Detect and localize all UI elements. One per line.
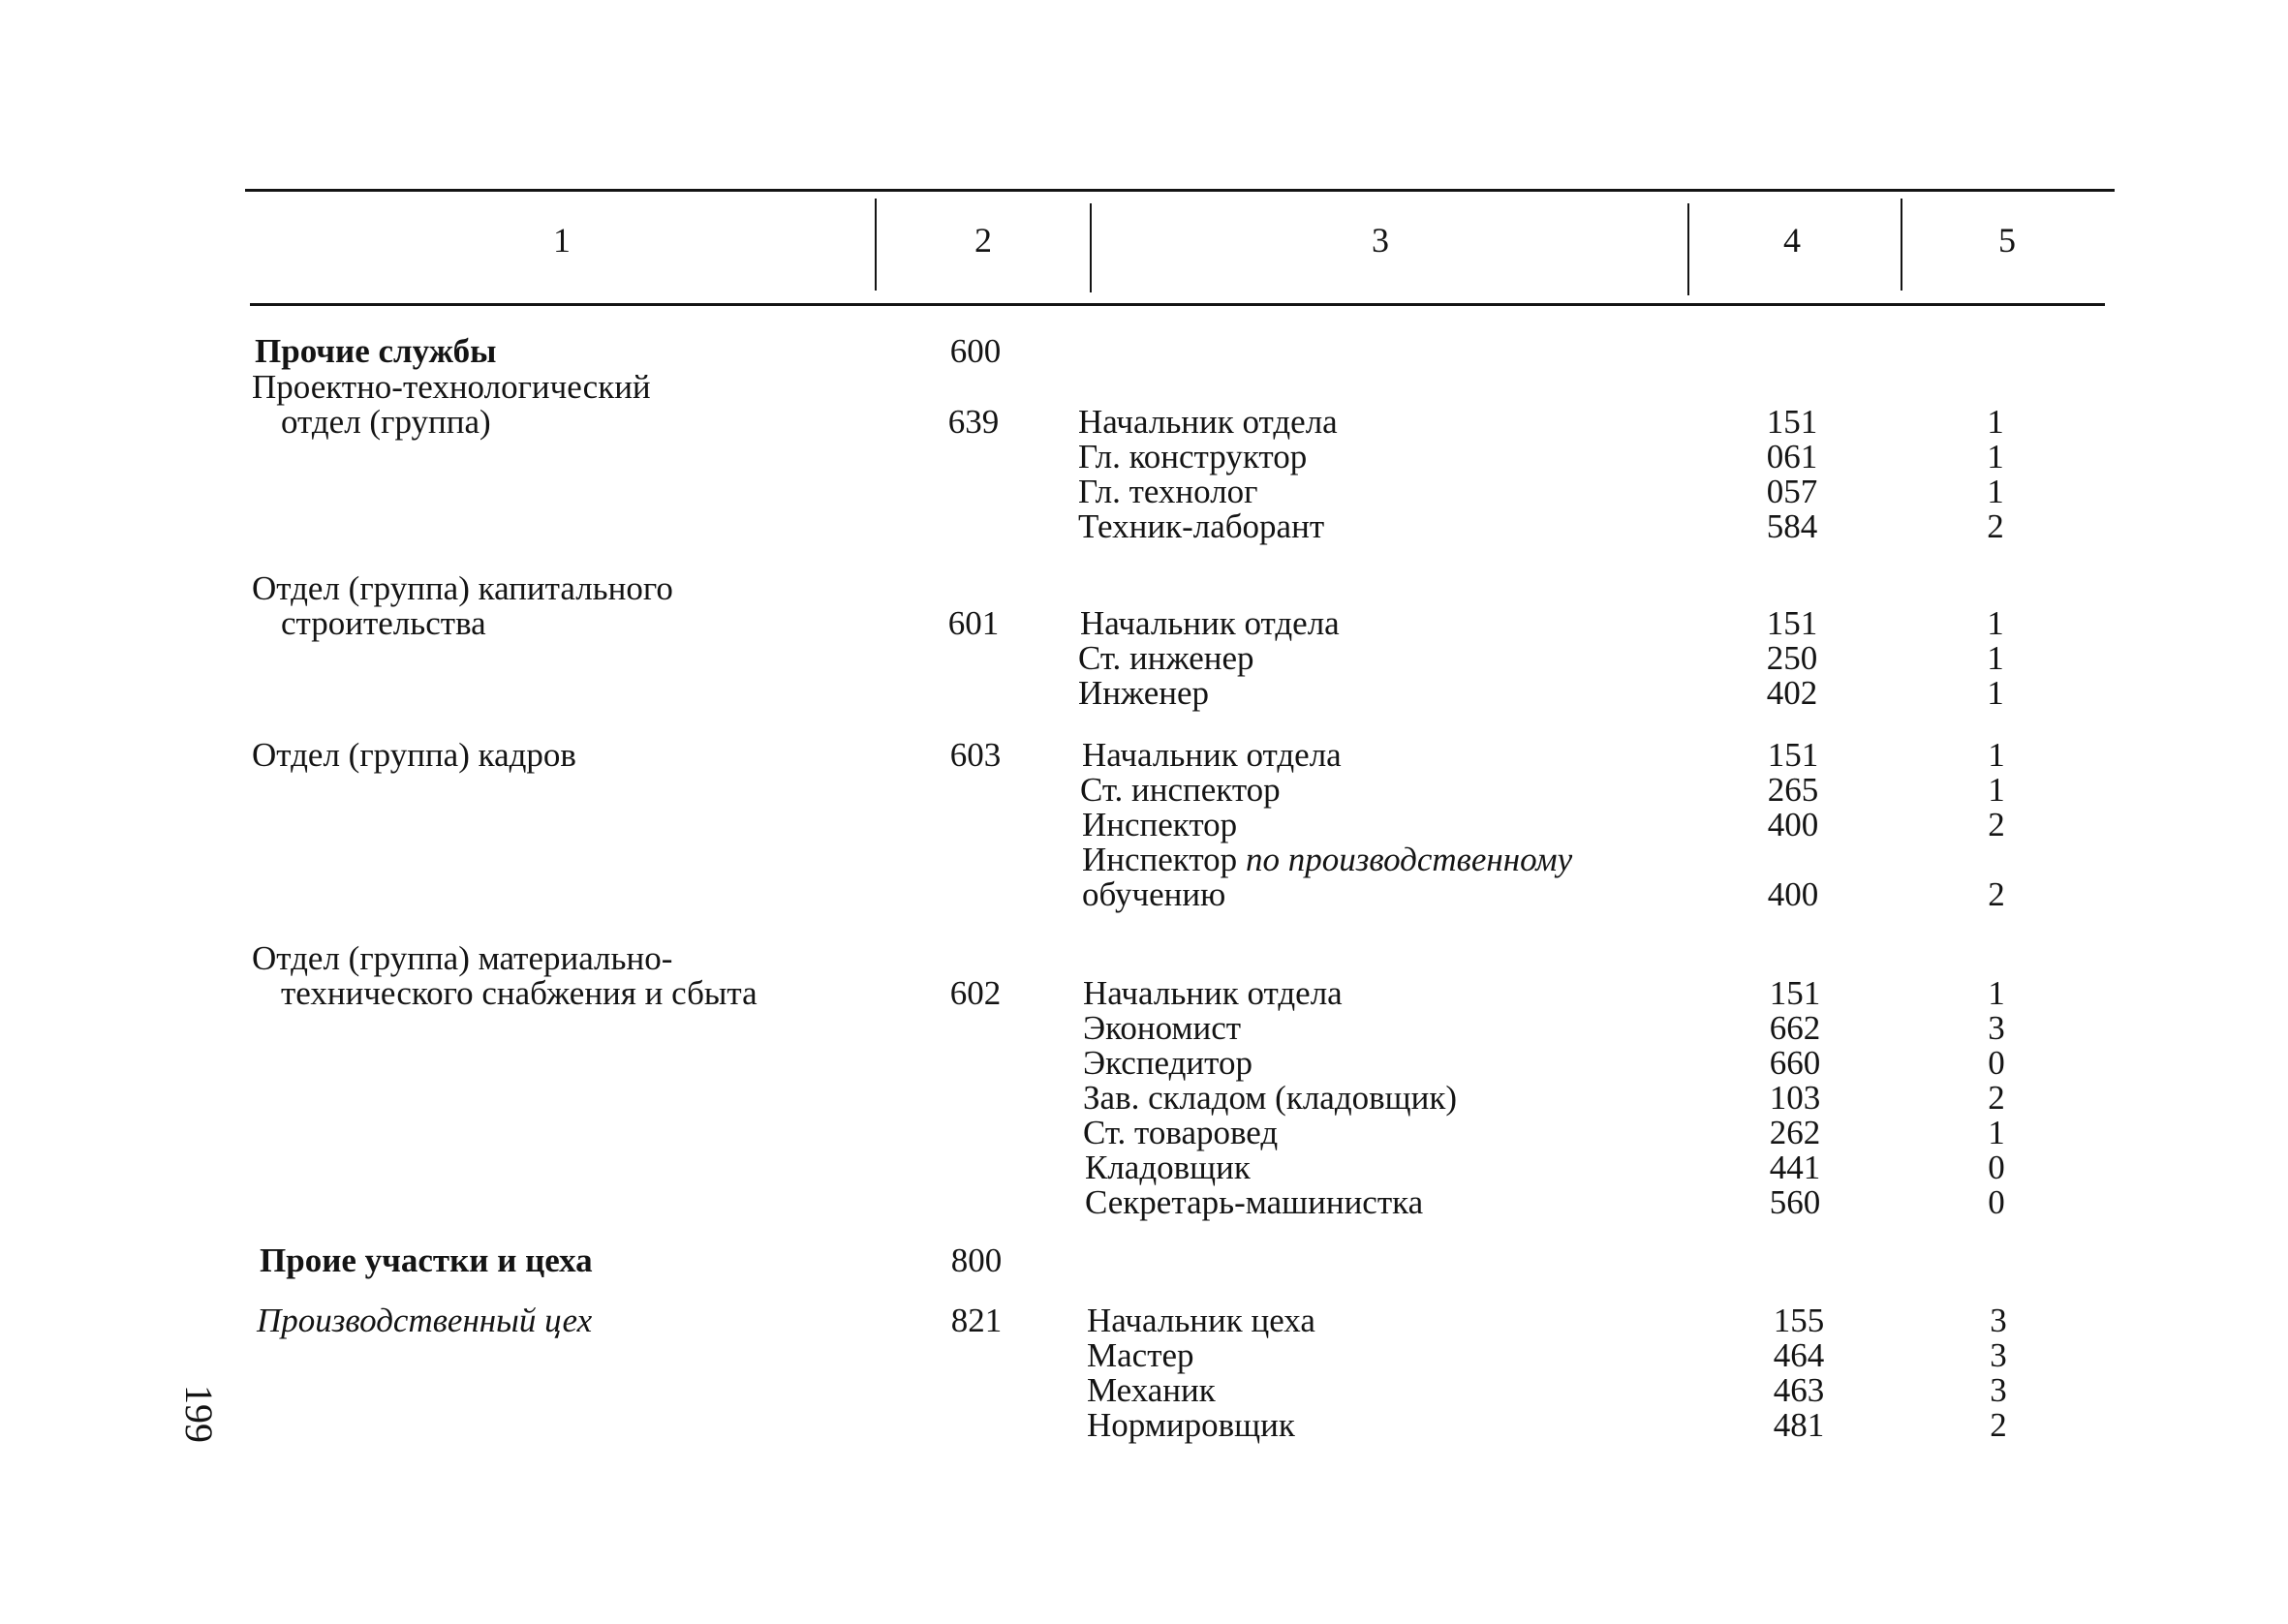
position-name: Начальник отдела [1080,604,1340,642]
position-name: Ст. товаровед [1083,1114,1279,1151]
position-qty: 2 [1987,507,2004,545]
position-qty: 1 [1988,736,2005,774]
position-qty: 1 [1987,604,2004,642]
position-qty: 1 [1987,639,2004,677]
position-qty: 0 [1988,1183,2005,1221]
position-code: 400 [1767,875,1819,913]
position-code: 441 [1769,1149,1821,1186]
column-header-3: 3 [1372,221,1389,260]
position-qty: 3 [1990,1302,2007,1339]
position-code: 250 [1766,639,1818,677]
group-code: 603 [949,736,1002,774]
position-name: обучению [1082,875,1226,913]
position-name: Начальник отдела [1082,736,1342,774]
position-code: 463 [1773,1371,1825,1409]
group-name: отдел (группа) [281,403,491,441]
position-name: Экономист [1083,1009,1242,1047]
header-separator [1090,203,1092,292]
position-code: 584 [1766,507,1818,545]
table-header-rule [250,303,2105,306]
position-qty: 2 [1988,806,2005,843]
section-title: Прочие службы [255,332,497,370]
position-code: 560 [1769,1183,1821,1221]
position-name-part: Инспектор [1082,841,1246,878]
group-code: 601 [947,604,1000,642]
section-code: 800 [950,1241,1003,1279]
position-qty: 1 [1988,1114,2005,1151]
position-name: Механик [1087,1371,1216,1409]
position-name: Начальник отдела [1078,403,1338,441]
group-code: 602 [949,974,1002,1012]
column-header-2: 2 [974,221,992,260]
position-name [1082,843,1572,877]
position-code: 151 [1766,403,1818,441]
position-name: Начальник отдела [1083,974,1343,1012]
header-separator [875,199,877,291]
group-name: Проектно-технологический [252,368,651,406]
position-name: Кладовщик [1085,1149,1251,1186]
position-name: Ст. инженер [1078,639,1254,677]
position-qty: 2 [1990,1406,2007,1444]
page-number: 199 [177,1385,221,1443]
position-name: Ст. инспектор [1080,771,1281,809]
position-code: 660 [1769,1044,1821,1082]
position-name: Мастер [1087,1336,1194,1374]
group-name: технического снабжения и сбыта [281,974,758,1012]
position-code: 464 [1773,1336,1825,1374]
section-title: Проие участки и цеха [260,1241,593,1279]
group-name: Отдел (группа) кадров [252,736,576,774]
position-name: Техник-лаборант [1078,507,1325,545]
position-qty: 0 [1988,1149,2005,1186]
section-code: 600 [949,332,1002,370]
group-name: Отдел (группа) материально- [252,939,673,977]
table-top-rule [245,189,2115,192]
position-qty: 2 [1988,875,2005,913]
position-code: 400 [1767,806,1819,843]
position-code: 057 [1766,473,1818,510]
group-code: 821 [950,1302,1003,1339]
position-code: 151 [1767,736,1819,774]
header-separator [1687,203,1689,295]
position-code: 151 [1769,974,1821,1012]
position-name: Начальник цеха [1087,1302,1315,1339]
position-qty: 3 [1990,1336,2007,1374]
position-name: Инженер [1078,674,1210,712]
group-name: Производственный цех [257,1302,593,1339]
position-code: 155 [1773,1302,1825,1339]
position-name: Зав. складом (кладовщик) [1083,1079,1458,1117]
header-separator [1901,199,1902,291]
column-header-5: 5 [1998,221,2016,260]
position-name: Секретарь-машинистка [1085,1183,1424,1221]
position-qty: 3 [1988,1009,2005,1047]
column-header-4: 4 [1783,221,1801,260]
position-name: Экспедитор [1083,1044,1252,1082]
position-code: 262 [1769,1114,1821,1151]
position-code: 151 [1766,604,1818,642]
position-qty: 1 [1988,771,2005,809]
position-qty: 1 [1987,674,2004,712]
position-name: Нормировщик [1087,1406,1295,1444]
position-name: Гл. конструктор [1078,438,1308,475]
position-qty: 1 [1988,974,2005,1012]
column-header-1: 1 [553,221,571,260]
position-qty: 3 [1990,1371,2007,1409]
position-code: 662 [1769,1009,1821,1047]
position-name: Инспектор [1082,806,1238,843]
position-name: Гл. технолог [1078,473,1258,510]
position-code: 103 [1769,1079,1821,1117]
group-name: строительства [281,604,486,642]
position-code: 265 [1767,771,1819,809]
position-code: 402 [1766,674,1818,712]
position-qty: 1 [1987,473,2004,510]
group-code: 639 [947,403,1000,441]
group-name: Отдел (группа) капитального [252,569,673,607]
position-qty: 1 [1987,403,2004,441]
position-name-italic: по производственному [1245,841,1573,878]
position-code: 061 [1766,438,1818,475]
position-code: 481 [1773,1406,1825,1444]
position-qty: 1 [1987,438,2004,475]
position-qty: 0 [1988,1044,2005,1082]
position-qty: 2 [1988,1079,2005,1117]
